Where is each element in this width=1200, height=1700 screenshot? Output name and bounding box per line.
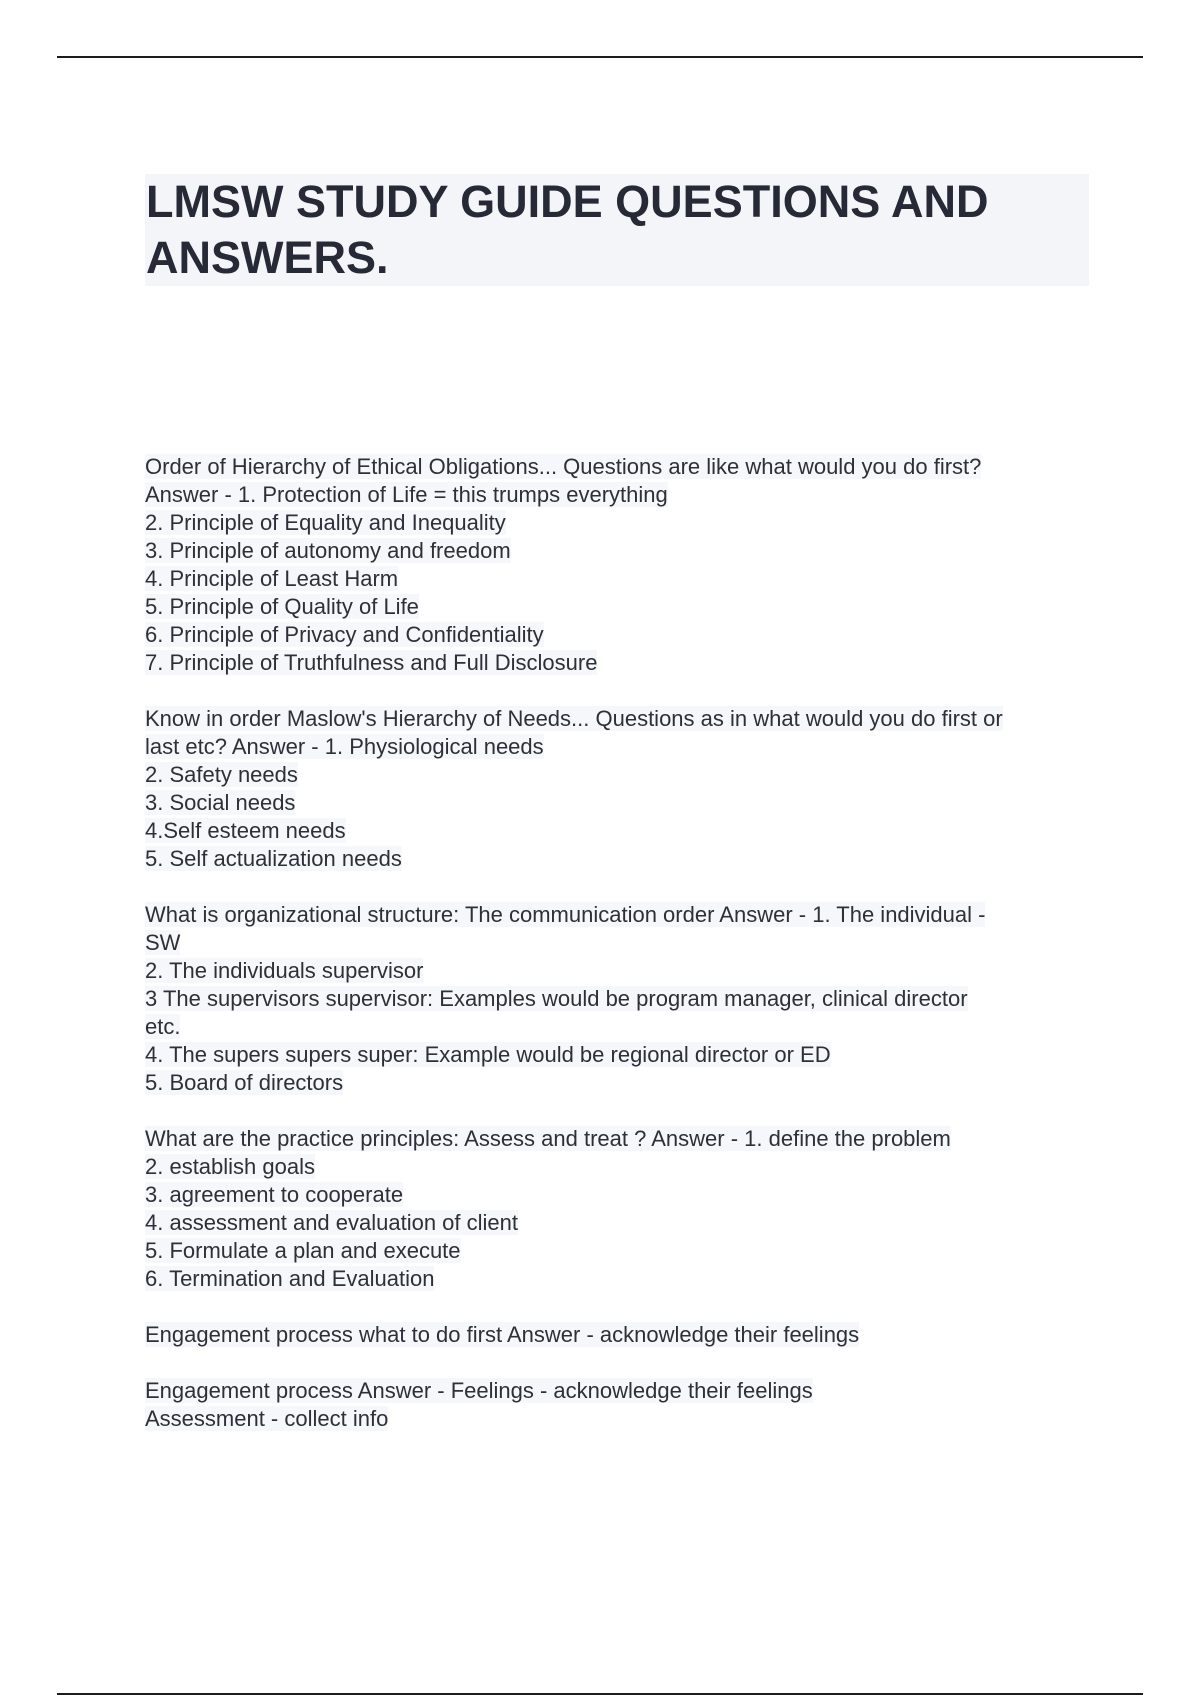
list-item: 3. Principle of autonomy and freedom <box>145 538 511 563</box>
list-item: 5. Formulate a plan and execute <box>145 1238 461 1263</box>
list-item: 7. Principle of Truthfulness and Full Disclosure <box>145 650 598 675</box>
qa-content <box>145 453 1095 1461</box>
answer-line: SW <box>145 930 181 955</box>
list-item: 2. The individuals supervisor <box>145 958 424 983</box>
list-item: 4. assessment and evaluation of client <box>145 1210 519 1235</box>
list-item: 6. Principle of Privacy and Confidentiality <box>145 622 544 647</box>
qa-block-practice-principles <box>145 1125 1095 1293</box>
answer-line: Answer - 1. Protection of Life = this trumps everything <box>145 482 668 507</box>
list-item: 3. Social needs <box>145 790 296 815</box>
list-item: 4. The supers supers super: Example would be regional director or ED <box>145 1042 831 1067</box>
list-item: 4.Self esteem needs <box>145 818 346 843</box>
qa-block-maslow <box>145 705 1095 873</box>
question-line: Engagement process Answer - Feelings - acknowledge their feelings <box>145 1378 813 1403</box>
top-rule <box>57 56 1143 58</box>
list-item: 2. establish goals <box>145 1154 315 1179</box>
question-line: Order of Hierarchy of Ethical Obligations... Questions are like what would you do first? <box>145 454 982 479</box>
bottom-rule <box>57 1693 1143 1695</box>
list-item: 3 The supervisors supervisor: Examples would be program manager, clinical director <box>145 986 968 1011</box>
qa-block-engagement-first <box>145 1321 1095 1349</box>
question-line: Engagement process what to do first Answer - acknowledge their feelings <box>145 1322 860 1347</box>
list-item: 5. Self actualization needs <box>145 846 402 871</box>
list-item: 2. Principle of Equality and Inequality <box>145 510 506 535</box>
list-item: 6. Termination and Evaluation <box>145 1266 435 1291</box>
question-line: What are the practice principles: Assess and treat ? Answer - 1. define the problem <box>145 1126 951 1151</box>
question-line: What is organizational structure: The communication order Answer - 1. The individual - <box>145 902 986 927</box>
list-item: 5. Principle of Quality of Life <box>145 594 419 619</box>
qa-block-engagement-process <box>145 1377 1095 1433</box>
list-item: 4. Principle of Least Harm <box>145 566 399 591</box>
answer-line: last etc? Answer - 1. Physiological needs <box>145 734 544 759</box>
list-item: etc. <box>145 1014 181 1039</box>
qa-block-organizational-structure <box>145 901 1095 1097</box>
question-line: Know in order Maslow's Hierarchy of Needs... Questions as in what would you do first or <box>145 706 1003 731</box>
document-title: LMSW STUDY GUIDE QUESTIONS AND ANSWERS. <box>146 176 989 283</box>
list-item: 3. agreement to cooperate <box>145 1182 404 1207</box>
list-item: 2. Safety needs <box>145 762 298 787</box>
list-item: 5. Board of directors <box>145 1070 344 1095</box>
answer-line: Assessment - collect info <box>145 1406 389 1431</box>
qa-block-ethical-obligations <box>145 453 1095 677</box>
